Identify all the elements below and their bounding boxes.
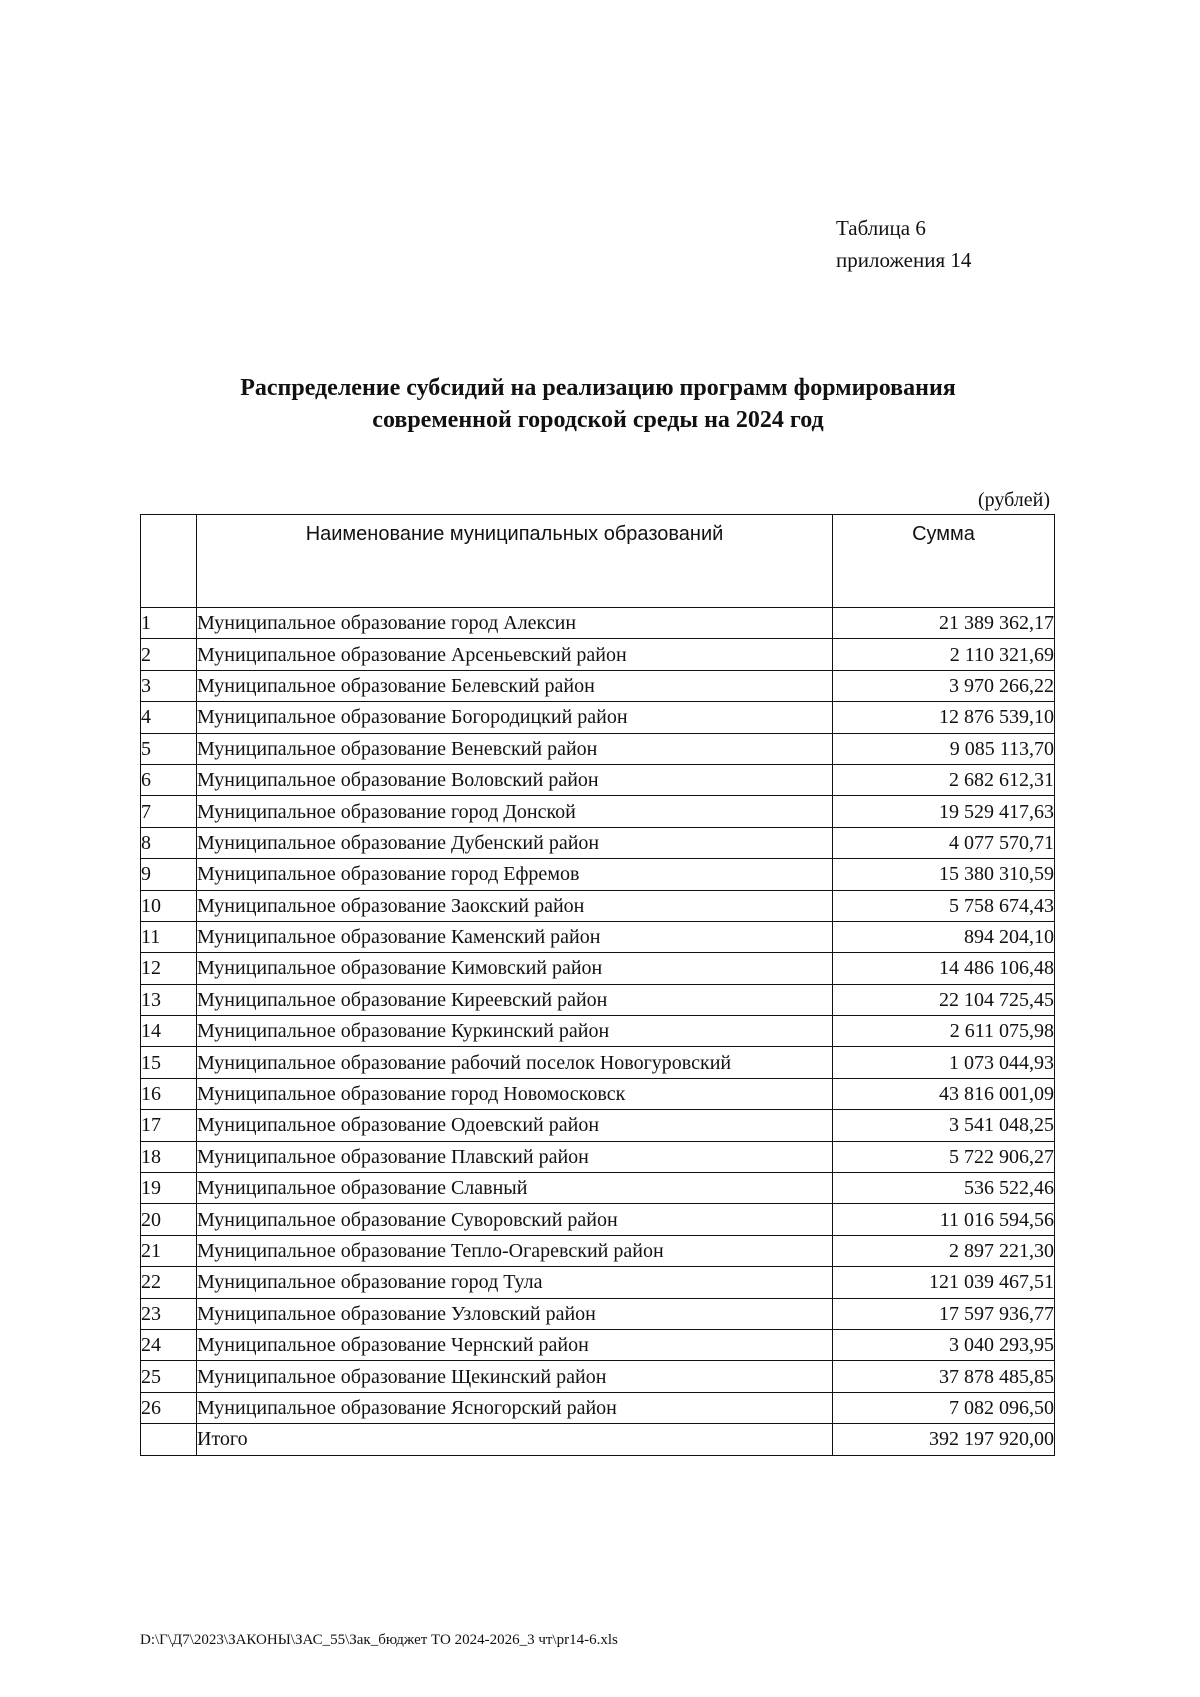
subsidy-table: [140, 514, 1055, 1456]
document-title: [140, 372, 1056, 436]
municipality-name: Муниципальное образование Куркинский район: [197, 1016, 833, 1047]
municipality-name: Муниципальное образование Дубенский район: [197, 827, 833, 858]
table-row: [141, 827, 1055, 858]
subsidy-amount: 22 104 725,45: [833, 984, 1055, 1015]
municipality-name: Муниципальное образование Кимовский район: [197, 953, 833, 984]
table-row: [141, 733, 1055, 764]
municipality-name: Муниципальное образование Щекинский район: [197, 1361, 833, 1392]
column-header-sum: Сумма: [833, 515, 1055, 608]
total-sum: 392 197 920,00: [833, 1424, 1055, 1455]
municipality-name: Муниципальное образование город Тула: [197, 1267, 833, 1298]
municipality-name: Муниципальное образование рабочий поселок Новогуровский: [197, 1047, 833, 1078]
subsidy-amount: 9 085 113,70: [833, 733, 1055, 764]
table-row: [141, 890, 1055, 921]
row-number: 19: [141, 1173, 197, 1204]
table-row: [141, 1267, 1055, 1298]
subsidy-amount: 121 039 467,51: [833, 1267, 1055, 1298]
subsidy-amount: 536 522,46: [833, 1173, 1055, 1204]
row-number: 1: [141, 608, 197, 639]
column-header-name: Наименование муниципальных образований: [197, 515, 833, 608]
subsidy-amount: 7 082 096,50: [833, 1392, 1055, 1423]
row-number: 12: [141, 953, 197, 984]
municipality-name: Муниципальное образование город Донской: [197, 796, 833, 827]
table-row: [141, 764, 1055, 795]
municipality-name: Муниципальное образование Славный: [197, 1173, 833, 1204]
municipality-name: Муниципальное образование город Новомосковск: [197, 1078, 833, 1109]
row-number: 4: [141, 702, 197, 733]
table-row: [141, 921, 1055, 952]
table-row: [141, 1329, 1055, 1360]
table-label: Таблица 6: [836, 216, 926, 240]
table-row: [141, 1173, 1055, 1204]
row-number: 22: [141, 1267, 197, 1298]
table-row: [141, 1047, 1055, 1078]
table-row: [141, 1235, 1055, 1266]
table-row: [141, 1361, 1055, 1392]
subsidy-amount: 5 758 674,43: [833, 890, 1055, 921]
municipality-name: Муниципальное образование Одоевский район: [197, 1110, 833, 1141]
municipality-name: Муниципальное образование Арсеньевский район: [197, 639, 833, 670]
table-row: [141, 1078, 1055, 1109]
subsidy-amount: 19 529 417,63: [833, 796, 1055, 827]
subsidy-amount: 894 204,10: [833, 921, 1055, 952]
column-header-number: [141, 515, 197, 608]
municipality-name: Муниципальное образование Узловский район: [197, 1298, 833, 1329]
row-number: 25: [141, 1361, 197, 1392]
municipality-name: Муниципальное образование город Алексин: [197, 608, 833, 639]
subsidy-amount: 5 722 906,27: [833, 1141, 1055, 1172]
municipality-name: Муниципальное образование Белевский район: [197, 670, 833, 701]
table-reference: [836, 212, 971, 276]
subsidy-amount: 3 541 048,25: [833, 1110, 1055, 1141]
table-header-row: [141, 515, 1055, 608]
table-body: [141, 608, 1055, 1424]
municipality-name: Муниципальное образование Киреевский район: [197, 984, 833, 1015]
row-number: 21: [141, 1235, 197, 1266]
municipality-name: Муниципальное образование Богородицкий район: [197, 702, 833, 733]
table-row: [141, 953, 1055, 984]
table-row: [141, 796, 1055, 827]
subsidy-amount: 2 110 321,69: [833, 639, 1055, 670]
table-row: [141, 984, 1055, 1015]
row-number: 16: [141, 1078, 197, 1109]
units-label: (рублей): [977, 489, 1050, 511]
municipality-name: Муниципальное образование город Ефремов: [197, 859, 833, 890]
table-row: [141, 1298, 1055, 1329]
table-row: [141, 1204, 1055, 1235]
table-row: [141, 1110, 1055, 1141]
subsidy-amount: 43 816 001,09: [833, 1078, 1055, 1109]
municipality-name: Муниципальное образование Каменский район: [197, 921, 833, 952]
subsidy-amount: 15 380 310,59: [833, 859, 1055, 890]
row-number: 11: [141, 921, 197, 952]
title-line-2: современной городской среды на 2024 год: [372, 407, 824, 433]
municipality-name: Муниципальное образование Заокский район: [197, 890, 833, 921]
row-number: 7: [141, 796, 197, 827]
appendix-label: приложения 14: [836, 248, 972, 272]
row-number: 5: [141, 733, 197, 764]
subsidy-amount: 37 878 485,85: [833, 1361, 1055, 1392]
subsidy-amount: 2 682 612,31: [833, 764, 1055, 795]
subsidy-amount: 3 970 266,22: [833, 670, 1055, 701]
total-label: Итого: [197, 1424, 833, 1455]
row-number: 3: [141, 670, 197, 701]
row-number: 9: [141, 859, 197, 890]
row-number: 20: [141, 1204, 197, 1235]
file-path-footer: D:\Г\Д7\2023\ЗАКОНЫ\ЗАС_55\Зак_бюджет ТО 2024-2026_3 чт\pr14-6.xls: [140, 1632, 618, 1648]
municipality-name: Муниципальное образование Веневский район: [197, 733, 833, 764]
subsidy-amount: 2 897 221,30: [833, 1235, 1055, 1266]
table-row: [141, 1141, 1055, 1172]
table-row: [141, 1016, 1055, 1047]
row-number: 26: [141, 1392, 197, 1423]
subsidy-amount: 12 876 539,10: [833, 702, 1055, 733]
subsidy-amount: 11 016 594,56: [833, 1204, 1055, 1235]
subsidy-amount: 2 611 075,98: [833, 1016, 1055, 1047]
municipality-name: Муниципальное образование Суворовский район: [197, 1204, 833, 1235]
municipality-name: Муниципальное образование Тепло-Огаревский район: [197, 1235, 833, 1266]
table-row: [141, 608, 1055, 639]
subsidy-amount: 21 389 362,17: [833, 608, 1055, 639]
total-row: [141, 1424, 1055, 1455]
municipality-name: Муниципальное образование Воловский район: [197, 764, 833, 795]
row-number: 17: [141, 1110, 197, 1141]
subsidy-amount: 17 597 936,77: [833, 1298, 1055, 1329]
subsidy-amount: 14 486 106,48: [833, 953, 1055, 984]
row-number: 23: [141, 1298, 197, 1329]
row-number: 15: [141, 1047, 197, 1078]
subsidy-amount: 3 040 293,95: [833, 1329, 1055, 1360]
table-row: [141, 639, 1055, 670]
row-number: 13: [141, 984, 197, 1015]
title-line-1: Распределение субсидий на реализацию программ формирования: [240, 375, 956, 401]
table-row: [141, 670, 1055, 701]
subsidy-amount: 4 077 570,71: [833, 827, 1055, 858]
total-number-cell: [141, 1424, 197, 1455]
row-number: 10: [141, 890, 197, 921]
row-number: 24: [141, 1329, 197, 1360]
row-number: 2: [141, 639, 197, 670]
subsidy-amount: 1 073 044,93: [833, 1047, 1055, 1078]
row-number: 18: [141, 1141, 197, 1172]
table-row: [141, 859, 1055, 890]
municipality-name: Муниципальное образование Ясногорский район: [197, 1392, 833, 1423]
row-number: 6: [141, 764, 197, 795]
row-number: 8: [141, 827, 197, 858]
table-row: [141, 702, 1055, 733]
row-number: 14: [141, 1016, 197, 1047]
table-row: [141, 1392, 1055, 1423]
municipality-name: Муниципальное образование Плавский район: [197, 1141, 833, 1172]
municipality-name: Муниципальное образование Чернский район: [197, 1329, 833, 1360]
